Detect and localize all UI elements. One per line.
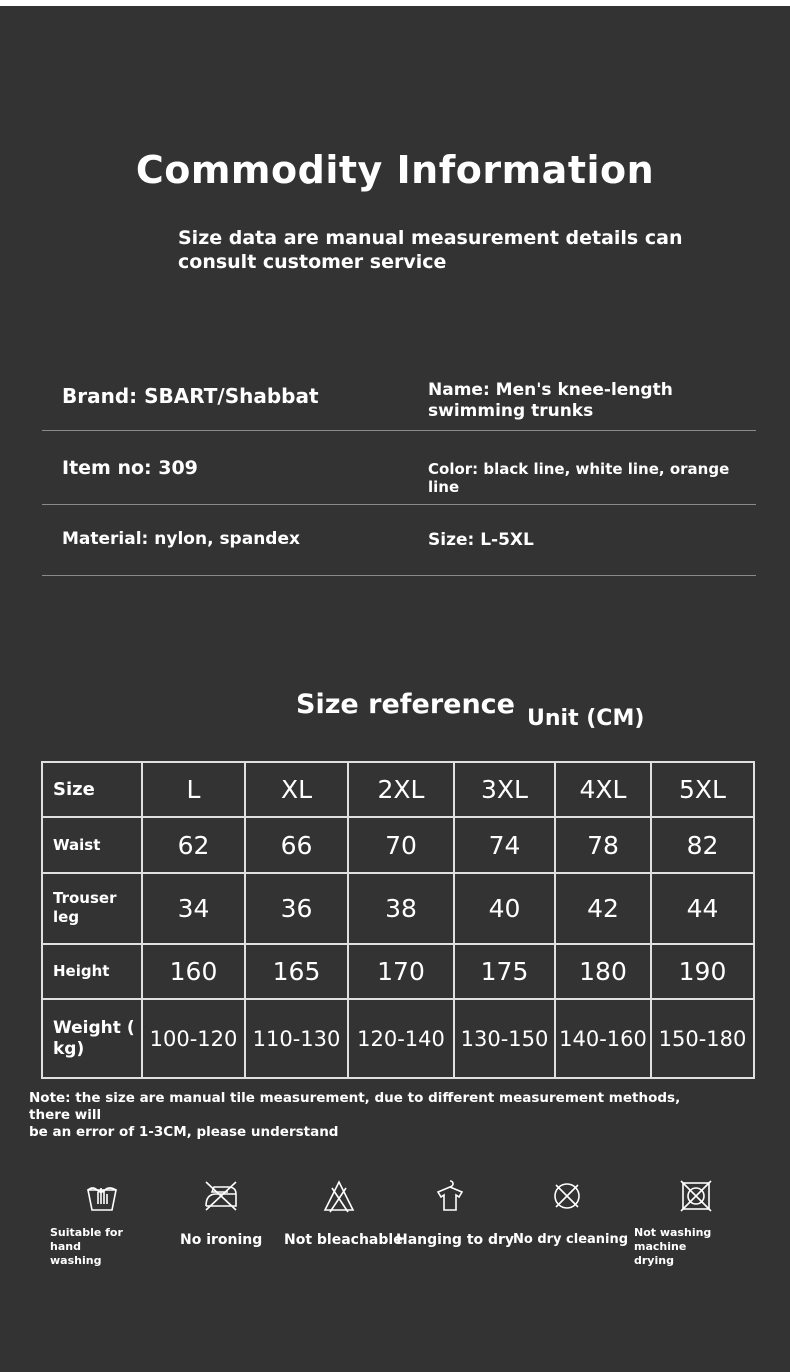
table-cell: 100-120 — [142, 999, 245, 1078]
care-label: Not bleachable — [284, 1232, 403, 1248]
table-header-row — [42, 762, 754, 817]
info-row-material — [42, 505, 756, 576]
table-cell: 82 — [651, 817, 754, 872]
row-label-height: Height — [42, 944, 142, 999]
row-label-line: Weight ( — [53, 1017, 135, 1038]
no-dry-clean-icon — [549, 1178, 585, 1214]
care-label: No ironing — [180, 1232, 263, 1248]
brand-text: Brand: SBART/Shabbat — [62, 384, 319, 408]
size-header-cell: 5XL — [651, 762, 754, 817]
measurement-note — [29, 1090, 709, 1141]
row-label-trouser-leg — [42, 873, 142, 944]
table-cell: 170 — [348, 944, 454, 999]
product-name-text — [428, 380, 673, 422]
size-reference-title: Size reference — [296, 689, 515, 720]
care-label-line: Suitable for hand — [50, 1226, 123, 1253]
table-row — [42, 873, 754, 944]
care-item-no-machine-dry — [634, 1178, 758, 1268]
table-cell: 44 — [651, 873, 754, 944]
table-cell: 110-130 — [245, 999, 348, 1078]
row-label-line: leg — [53, 908, 80, 927]
table-cell: 78 — [555, 817, 651, 872]
care-label — [50, 1226, 154, 1268]
size-table — [41, 761, 755, 1079]
care-item-no-dry-clean — [513, 1178, 629, 1247]
table-cell: 42 — [555, 873, 651, 944]
no-bleach-icon — [322, 1178, 356, 1214]
table-cell: 190 — [651, 944, 754, 999]
info-row-item — [42, 431, 756, 505]
note-line: be an error of 1-3CM, please understand — [29, 1124, 339, 1140]
table-cell: 130-150 — [454, 999, 555, 1078]
table-row — [42, 999, 754, 1078]
table-cell: 140-160 — [555, 999, 651, 1078]
note-line: Note: the size are manual tile measurement, due to different measurement methods, there will — [29, 1090, 681, 1123]
size-header-cell: L — [142, 762, 245, 817]
product-name-line: swimming trunks — [428, 401, 594, 421]
table-cell: 62 — [142, 817, 245, 872]
table-cell: 120-140 — [348, 999, 454, 1078]
material-text: Material: nylon, spandex — [62, 529, 300, 549]
row-label-line: kg) — [53, 1038, 85, 1059]
care-label: No dry cleaning — [513, 1232, 629, 1247]
care-item-no-ironing — [180, 1178, 262, 1248]
row-label-weight — [42, 999, 142, 1078]
care-label-line: Not washing machine — [634, 1226, 712, 1253]
table-cell: 70 — [348, 817, 454, 872]
color-text: Color: black line, white line, orange line — [428, 460, 730, 496]
care-item-hand-wash — [50, 1178, 154, 1268]
care-label-line: washing — [50, 1254, 102, 1267]
care-label: Hanging to dry — [396, 1232, 515, 1248]
size-range-text: Size: L-5XL — [428, 530, 534, 550]
table-cell: 180 — [555, 944, 651, 999]
subtitle-line: Size data are manual measurement details can — [178, 227, 683, 249]
row-label-waist: Waist — [42, 817, 142, 872]
size-header-cell: 4XL — [555, 762, 651, 817]
page-background — [0, 6, 790, 1372]
table-cell: 160 — [142, 944, 245, 999]
hang-dry-icon — [432, 1178, 468, 1214]
table-row — [42, 817, 754, 872]
no-tumble-dry-icon — [678, 1178, 714, 1214]
care-item-no-bleach — [284, 1178, 403, 1248]
no-ironing-icon — [202, 1178, 240, 1214]
table-cell: 66 — [245, 817, 348, 872]
page-subtitle — [178, 226, 698, 274]
product-name-line: Name: Men's knee-length — [428, 380, 673, 400]
table-cell: 165 — [245, 944, 348, 999]
table-cell: 40 — [454, 873, 555, 944]
table-cell: 34 — [142, 873, 245, 944]
care-label — [634, 1226, 758, 1268]
table-row — [42, 944, 754, 999]
table-cell: 74 — [454, 817, 555, 872]
info-row-brand — [42, 370, 756, 431]
size-header-label: Size — [42, 762, 142, 817]
hand-wash-icon — [84, 1178, 120, 1214]
table-cell: 150-180 — [651, 999, 754, 1078]
table-cell: 175 — [454, 944, 555, 999]
table-cell: 38 — [348, 873, 454, 944]
subtitle-line: consult customer service — [178, 251, 447, 273]
size-header-cell: XL — [245, 762, 348, 817]
page-title: Commodity Information — [135, 148, 655, 192]
care-item-hang-dry — [396, 1178, 515, 1248]
size-header-cell: 2XL — [348, 762, 454, 817]
item-no-text: Item no: 309 — [62, 457, 198, 479]
table-cell: 36 — [245, 873, 348, 944]
size-header-cell: 3XL — [454, 762, 555, 817]
care-label-line: drying — [634, 1254, 674, 1267]
unit-label: Unit (CM) — [527, 706, 645, 731]
row-label-line: Trouser — [53, 889, 117, 908]
